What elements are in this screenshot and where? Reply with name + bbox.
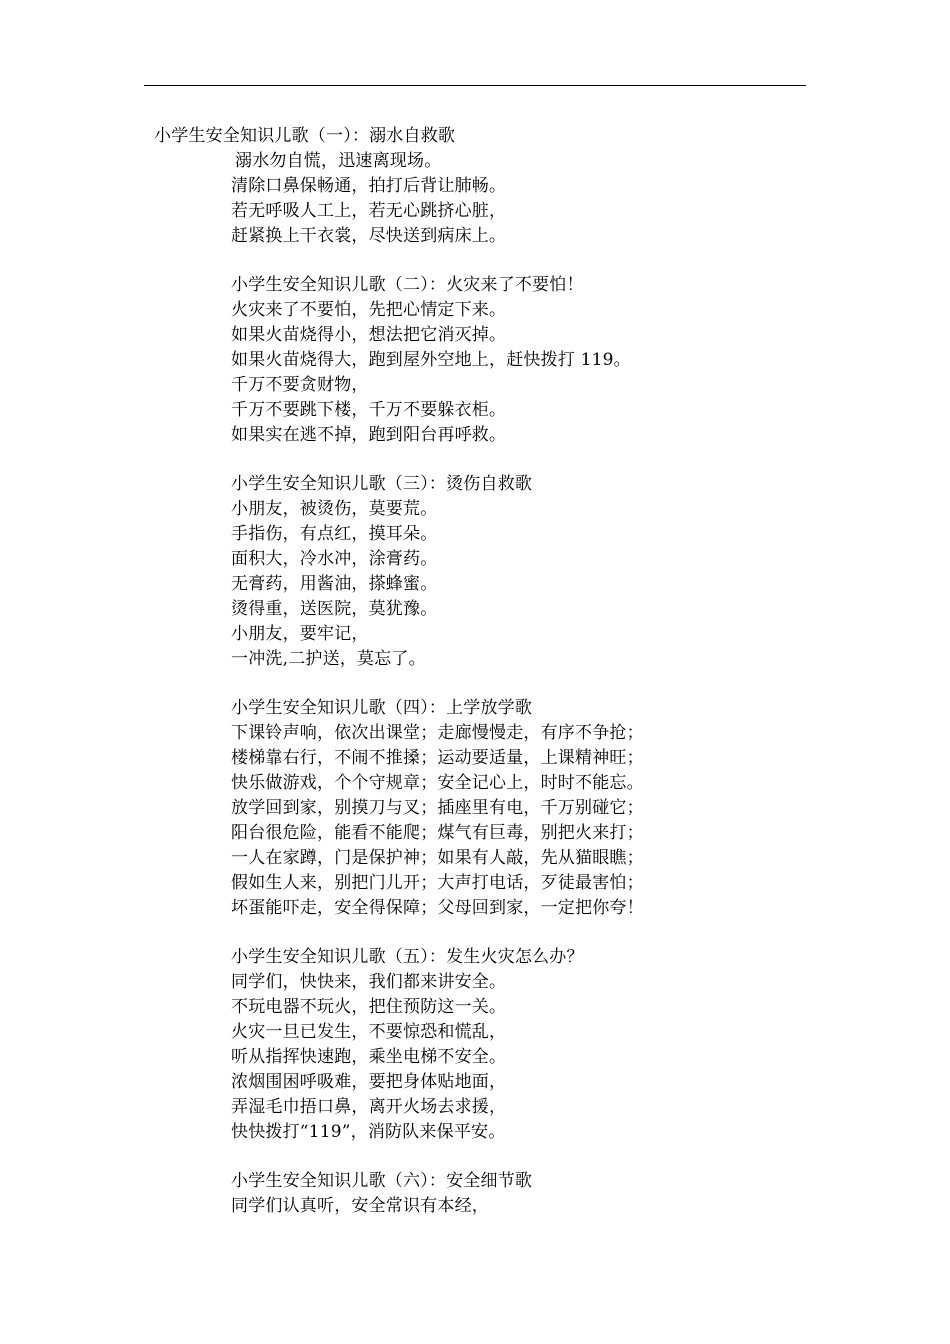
verse-line: 同学们认真听，安全常识有本经， (231, 1196, 489, 1216)
verse-line: 快乐做游戏，个个守规章；安全记心上，时时不能忘。 (231, 773, 644, 793)
verse-line: 浓烟围困呼吸难，要把身体贴地面， (231, 1072, 507, 1092)
rhyme-section-6 (0, 1169, 950, 1219)
verse-line: 听从指挥快速跑，乘坐电梯不安全。 (231, 1047, 507, 1067)
rhyme-section-1 (0, 124, 950, 249)
verse-line: 不玩电器不玩火，把住预防这一关。 (231, 997, 507, 1017)
verse-line: 赶紧换上干衣裳，尽快送到病床上。 (231, 226, 507, 246)
section-title: 小学生安全知识儿歌（六）：安全细节歌 (231, 1171, 533, 1191)
section-title: 小学生安全知识儿歌（三）：烫伤自救歌 (231, 474, 533, 494)
verse-line: 火灾一旦已发生，不要惊恐和慌乱， (231, 1022, 507, 1042)
section-title: 小学生安全知识儿歌（四）：上学放学歌 (231, 698, 533, 718)
verse-line: 一人在家蹲，门是保护神；如果有人敲，先从猫眼瞧； (231, 848, 644, 868)
verse-line: 如果火苗烧得大，跑到屋外空地上，赶快拨打 119。 (231, 350, 631, 370)
rhyme-section-4 (0, 696, 950, 921)
verse-line: 小朋友，要牢记， (231, 624, 369, 644)
verse-line: 千万不要贪财物， (231, 375, 369, 395)
verse-line: 放学回到家，别摸刀与叉；插座里有电，千万别碰它； (231, 798, 644, 818)
verse-line: 手指伤，有点红，摸耳朵。 (231, 524, 438, 544)
verse-line: 溺水勿自慌，迅速离现场。 (235, 151, 442, 171)
verse-line: 坏蛋能吓走，安全得保障；父母回到家，一定把你夸！ (231, 898, 644, 918)
verse-line: 楼梯靠右行，不闹不推搡；运动要适量，上课精神旺； (231, 748, 644, 768)
verse-line: 如果火苗烧得小，想法把它消灭掉。 (231, 325, 507, 345)
verse-line: 面积大，冷水冲，涂膏药。 (231, 549, 438, 569)
rhyme-section-3 (0, 472, 950, 672)
verse-line: 如果实在逃不掉，跑到阳台再呼救。 (231, 425, 507, 445)
section-title: 小学生安全知识儿歌（二）：火灾来了不要怕！ (231, 275, 584, 295)
verse-line: 火灾来了不要怕，先把心情定下来。 (231, 300, 507, 320)
verse-line: 弄湿毛巾捂口鼻，离开火场去求援， (231, 1097, 507, 1117)
document-body (0, 124, 950, 1219)
verse-line: 快快拨打“119”，消防队来保平安。 (231, 1122, 506, 1142)
verse-line: 阳台很危险，能看不能爬；煤气有巨毒，别把火来打； (231, 823, 644, 843)
verse-line: 下课铃声响，依次出课堂；走廊慢慢走，有序不争抢； (231, 723, 644, 743)
verse-line: 千万不要跳下楼，千万不要躲衣柜。 (231, 400, 507, 420)
verse-line: 小朋友，被烫伤，莫要荒。 (231, 499, 438, 519)
verse-line: 若无呼吸人工上，若无心跳挤心脏， (231, 201, 507, 221)
header-rule (144, 85, 806, 86)
section-title: 小学生安全知识儿歌（一）：溺水自救歌 (154, 126, 456, 146)
rhyme-section-5 (0, 945, 950, 1145)
verse-line: 一冲洗,二护送，莫忘了。 (231, 649, 426, 669)
verse-line: 同学们，快快来，我们都来讲安全。 (231, 972, 507, 992)
rhyme-section-2 (0, 273, 950, 448)
verse-line: 假如生人来，别把门儿开；大声打电话，歹徒最害怕； (231, 873, 644, 893)
verse-line: 无膏药，用酱油，搽蜂蜜。 (231, 574, 438, 594)
section-title: 小学生安全知识儿歌（五）：发生火灾怎么办？ (231, 947, 584, 967)
verse-line: 烫得重，送医院，莫犹豫。 (231, 599, 438, 619)
verse-line: 清除口鼻保畅通，拍打后背让肺畅。 (231, 176, 507, 196)
